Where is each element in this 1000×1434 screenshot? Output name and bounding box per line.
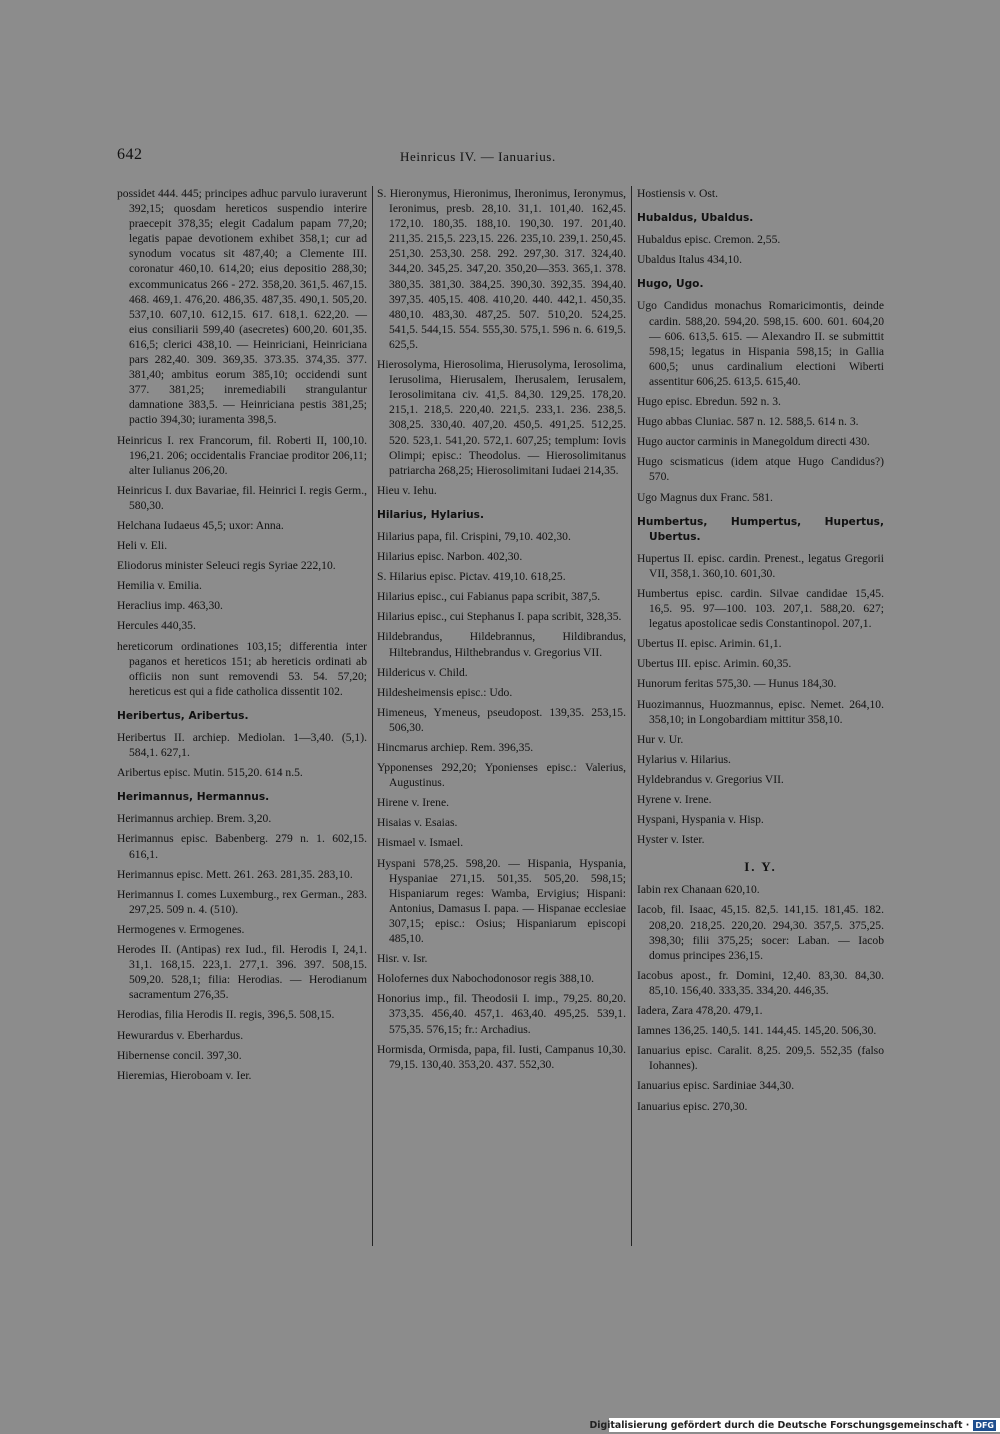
index-entry: Heinricus I. dux Bavariae, fil. Heinrici I. regis Germ., 580,30. — [117, 483, 367, 512]
index-entry: Hildesheimensis episc.: Udo. — [377, 685, 513, 699]
index-entry: Hildericus v. Child. — [377, 665, 468, 679]
index-entry: Hugo auctor carminis in Manegoldum directi 430. — [637, 435, 870, 449]
index-entry: Ugo Candidus monachus Romaricimontis, deinde cardin. 588,20. 594,20. 598,15. 600. 601. 604,20 — 606. 613,5. 615. — Alexandro II. se submittit 598,15; legatus in Hispania 598,15; in Gallia 600,5; unus cardinalium electioni Wiberti assentitur 606,25. 613,5. 615,40. — [637, 299, 884, 388]
footer-credit-text: Digitalisierung gefördert durch die Deutsche Forschungsgemeinschaft · — [589, 1419, 970, 1431]
index-entry: Hugo episc. Ebredun. 592 n. 3. — [637, 395, 781, 409]
index-entry: Hierosolyma, Hierosolima, Hierusolyma, Ierosolima, Ierusolima, Hierusalem, Iherusalem, Ierusalem, Ierosolimitana civ. 41,5. 84,30. 129,25. 178,20. 215,1. 218,5. 220,40. 221,5. 233,1. 236. 238,5. 308,25. 330,40. 407,20. 450,5. 491,25. 512,25. 520. 523,1. 541,20. 572,1. 607,25; templum: Iovis Olimpi; episc.: Theodolus. — Hierosolimitanus patriarcha 268,25; Hierosolimitani Iudaei 214,35. — [377, 358, 626, 477]
index-entry: Hyldebrandus v. Gregorius VII. — [637, 772, 784, 786]
index-entry: Iadera, Zara 478,20. 479,1. — [637, 1004, 763, 1018]
index-entry: Hildebrandus, Hildebrannus, Hildibrandus, Hiltebrandus, Hilthebrandus v. Gregorius VII. — [377, 630, 626, 659]
index-entry: Hugo abbas Cluniac. 587 n. 12. 588,5. 614 n. 3. — [637, 415, 859, 429]
index-entry: Ugo Magnus dux Franc. 581. — [637, 490, 773, 504]
index-entry: Humbertus episc. cardin. Silvae candidae 15,45. 16,5. 95. 97—100. 103. 207,1. 588,20. 627; legatus apostolicae sedis Constantinopol. 207,1. — [637, 586, 884, 631]
index-entry: Hylarius v. Hilarius. — [637, 752, 731, 766]
index-entry: Ypponenses 292,20; Yponienses episc.: Valerius, Augustinus. — [377, 761, 626, 790]
index-entry: Hincmarus archiep. Rem. 396,35. — [377, 741, 534, 754]
index-entry: Hostiensis v. Ost. — [637, 187, 719, 200]
dfg-logo-icon: DFG — [975, 1420, 994, 1430]
index-entry: Ianuarius episc. 270,30. — [637, 1099, 748, 1113]
index-entry: Hismael v. Ismael. — [377, 836, 464, 850]
index-entry: Ianuarius episc. Sardiniae 344,30. — [637, 1079, 795, 1093]
index-entry: Hewurardus v. Eberhardus. — [117, 1028, 244, 1042]
index-entry: Herodes II. (Antipas) rex Iud., fil. Herodis I, 24,1. 31,1. 168,15. 223,1. 277,1. 396. 397. 508,15. 509,20. 528,1; filia: Herodias. — Herodianum sacramentum 276,35. — [117, 943, 367, 1002]
index-entry: Hubaldus episc. Cremon. 2,55. — [637, 233, 781, 247]
index-entry: Herimannus archiep. Brem. 3,20. — [117, 812, 272, 826]
page-number: 642 — [117, 146, 143, 163]
index-group-heading: Hugo, Ugo. — [637, 278, 704, 291]
index-entry: Holofernes dux Nabochodonosor regis 388,10. — [377, 972, 595, 986]
index-entry: Hilarius episc. Narbon. 402,30. — [377, 550, 523, 564]
index-entry: Helchana Iudaeus 45,5; uxor: Anna. — [117, 518, 284, 532]
index-entry: Hupertus II. episc. cardin. Prenest., legatus Gregorii VII, 358,1. 360,10. 601,30. — [637, 551, 884, 580]
index-entry: Hur v. Ur. — [637, 732, 684, 746]
index-entry: possidet 444. 445; principes adhuc parvulo iuraverunt 392,15; quosdam hereticos suspendio interire praecepit 378,35; elegit Cadalum papam 77,20; legatis papae devotionem exhibet 358,1; cur ad synodum vocatus sit 487,40; a Clemente III. coronatur 460,10. 614,20; eius depositio 288,30; excommunicatus 266 - 272. 358,20. 361,5. 467,15. 468. 469,1. 476,20. 486,35. 487,35. 490,1. 505,20. 537,10. 607,10. 612,15. 617. 618,1. 622,20. — eius consiliarii 599,40 (asecretes) 600,20. 601,35. 616,5; clerici 438,10. — Heinriciani, Heinriciana pars 282,40. 309. 369,35. 373.35. 374,35. 377. 381,40; ambitus eorum 385,10; occidendi sunt 377. 381,25; inremediabili strangulantur damnatione 383,5. — Heinriciana pestis 381,25; pactio 394,30; iuramenta 398,5. — [117, 187, 367, 427]
index-entry: Iabin rex Chanaan 620,10. — [637, 883, 760, 897]
index-entry: Hyster v. Ister. — [637, 833, 705, 847]
index-entry: Eliodorus minister Seleuci regis Syriae 222,10. — [117, 559, 336, 573]
index-entry: Hisr. v. Isr. — [377, 952, 428, 966]
index-column-2 — [377, 186, 626, 1077]
index-entry: S. Hilarius episc. Pictav. 419,10. 618,25. — [377, 570, 566, 584]
index-group-heading: Hilarius, Hylarius. — [377, 508, 484, 521]
index-entry: Herodias, filia Herodis II. regis, 396,5. 508,15. — [117, 1008, 335, 1022]
column-divider — [372, 186, 373, 1246]
index-group-heading: Herimannus, Hermannus. — [117, 791, 270, 804]
index-entry: Ubertus III. episc. Arimin. 60,35. — [637, 657, 792, 671]
index-entry: Ubaldus Italus 434,10. — [637, 253, 742, 267]
running-head: Heinricus IV. — Ianuarius. — [400, 149, 556, 164]
index-entry: Huozimannus, Huozmannus, episc. Nemet. 264,10. 358,10; in Longobardiam mittitur 358,10. — [637, 697, 884, 726]
index-group-heading: Heribertus, Aribertus. — [117, 709, 249, 722]
index-entry: hereticorum ordinationes 103,15; differentia inter paganos et hereticos 151; ab hereticis ordinati ab officiis non sunt removendi 53. 54. 57,20; hereticus est qui a fide catholica dissentit 102. — [117, 639, 367, 698]
index-entry: Hormisda, Ormisda, papa, fil. Iusti, Campanus 10,30. 79,15. 130,40. 353,20. 437. 552,30. — [377, 1042, 626, 1071]
index-entry: Heribertus II. archiep. Mediolan. 1—3,40. (5,1). 584,1. 627,1. — [117, 731, 367, 760]
index-entry: Hyspani 578,25. 598,20. — Hispania, Hyspania, Hyspaniae 271,15. 501,35. 505,20. 598,15; Hispaniarum reges: Wamba, Ervigius; Hispani: Antonius, Damasus I. papa. — Hispanae ecclesiae 307,15; episc.: Osius; Hispaniarum episcopi 485,10. — [377, 856, 626, 946]
index-entry: Honorius imp., fil. Theodosii I. imp., 79,25. 80,20. 373,35. 456,40. 457,1. 463,40. 495,25. 539,1. 575,35. 576,15; fr.: Archadius. — [377, 992, 626, 1036]
index-entry: Hermogenes v. Ermogenes. — [117, 922, 245, 936]
index-entry: Heinricus I. rex Francorum, fil. Roberti II, 100,10. 196,21. 206; occidentalis Franciae proditor 206,11; alter Iulianus 206,20. — [117, 433, 367, 477]
index-column-3 — [637, 186, 884, 1119]
index-entry: Hilarius papa, fil. Crispini, 79,10. 402,30. — [377, 529, 571, 543]
index-entry: Heli v. Eli. — [117, 539, 168, 553]
index-entry: Herimannus episc. Babenberg. 279 n. 1. 602,15. 616,1. — [117, 832, 367, 861]
index-entry: Herimannus episc. Mett. 261. 263. 281,35. 283,10. — [117, 867, 353, 881]
index-group-heading: Hubaldus, Ubaldus. — [637, 212, 754, 225]
index-entry: Ianuarius episc. Caralit. 8,25. 209,5. 552,35 (falso Iohannes). — [637, 1044, 884, 1073]
index-entry: Herimannus I. comes Luxemburg., rex German., 283. 297,25. 509 n. 4. (510). — [117, 887, 367, 916]
index-entry: Hibernense concil. 397,30. — [117, 1048, 242, 1062]
index-entry: Hemilia v. Emilia. — [117, 579, 202, 593]
index-entry: Ubertus II. episc. Arimin. 61,1. — [637, 637, 782, 651]
index-entry: Hieu v. Iehu. — [377, 483, 437, 497]
column-divider — [631, 186, 632, 1246]
index-entry: S. Hieronymus, Hieronimus, Iheronimus, Ieronymus, Ieronimus, presb. 28,10. 31,1. 101,40. 162,45. 172,10. 180,35. 188,10. 190,30. 197. 201,40. 211,35. 215,5. 223,15. 226. 235,10. 239,1. 250,45. 251,30. 253,30. 258. 292. 297,30. 317. 324,40. 344,20. 345,25. 347,20. 350,20—353. 365,1. 378. 380,35. 381,30. 384,25. 390,30. 392,35. 394,40. 397,35. 405,15. 408. 410,20. 440. 442,1. 450,35. 480,10. 483,30. 487,25. 507. 510,20. 524,25. 541,5. 544,15. 554. 555,30. 575,1. 596 n. 6. 619,5. 625,5. — [377, 187, 626, 351]
index-entry: Himeneus, Ymeneus, pseudopost. 139,35. 253,15. 506,30. — [377, 705, 626, 734]
index-entry: Hilarius episc., cui Stephanus I. papa scribit, 328,35. — [377, 610, 622, 624]
index-group-heading: Humbertus, Humpertus, Hupertus, Ubertus. — [637, 515, 884, 543]
index-entry: Hugo scismaticus (idem atque Hugo Candidus?) 570. — [637, 455, 884, 484]
index-entry: Hilarius episc., cui Fabianus papa scribit, 387,5. — [377, 590, 601, 604]
index-entry: Iacobus apost., fr. Domini, 12,40. 83,30. 84,30. 85,10. 156,40. 333,35. 334,20. 446,35. — [637, 968, 884, 997]
index-entry: Hunorum feritas 575,30. — Hunus 184,30. — [637, 677, 837, 691]
index-entry: Aribertus episc. Mutin. 515,20. 614 n.5. — [117, 766, 303, 780]
index-entry: Hirene v. Irene. — [377, 796, 449, 810]
index-entry: Hercules 440,35. — [117, 619, 196, 633]
index-entry: Hyrene v. Irene. — [637, 793, 712, 806]
index-entry: Hyspani, Hyspania v. Hisp. — [637, 813, 764, 827]
index-entry: Iacob, fil. Isaac, 45,15. 82,5. 141,15. 181,45. 182. 208,20. 218,25. 220,20. 294,30. 357,5. 375,25. 398,30; filii 375,25; socer: Laban. — Iacob domus principes 236,15. — [637, 903, 884, 962]
digitization-footer — [589, 1418, 1000, 1432]
index-entry: Iamnes 136,25. 140,5. 141. 144,45. 145,20. 506,30. — [637, 1024, 877, 1038]
section-letter-heading: I. Y. — [744, 859, 777, 875]
index-entry: Heraclius imp. 463,30. — [117, 599, 223, 613]
index-column-1 — [117, 186, 367, 1088]
index-entry: Hieremias, Hieroboam v. Ier. — [117, 1068, 252, 1082]
index-entry: Hisaias v. Esaias. — [377, 816, 458, 830]
